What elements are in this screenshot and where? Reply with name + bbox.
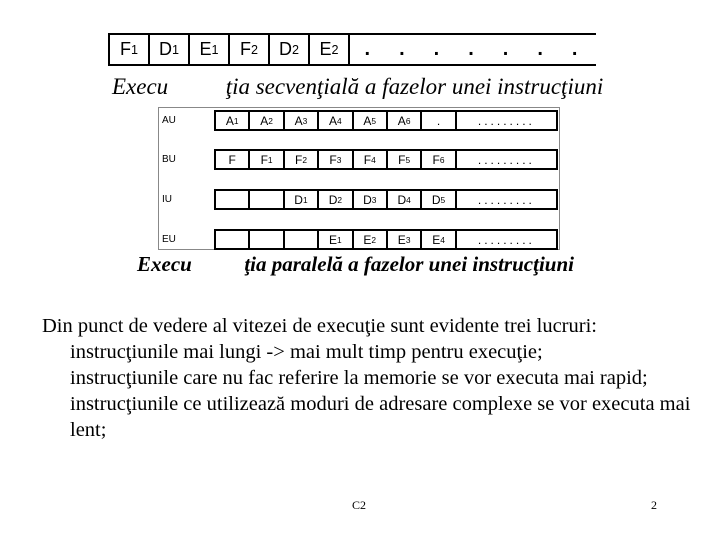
phase-letter: F [294,152,303,167]
unit-phase-cell: A 2 [250,112,284,129]
unit-label-eu: EU [162,234,176,245]
continuation-dot: . [364,38,371,60]
body-point: instrucţiunile mai lungi -> mai mult timp pentru execuţie; [70,341,543,363]
sequential-phase-cell: D 1 [150,35,190,64]
unit-phase-cell: D 1 [285,191,319,208]
continuation-dot: . [433,38,440,60]
phase-letter: E [363,232,372,247]
body-point: instrucţiunile ce utilizează moduri de adresare complexe se vor executa mai lent; [70,393,691,441]
page-number: 2 [651,498,657,512]
unit-continuation: ......... [457,231,558,248]
unit-phase-cell: E 1 [319,231,353,248]
unit-label-iu: IU [162,194,172,205]
unit-row-bu [214,149,558,170]
unit-phase-cell [216,231,250,248]
unit-phase-cell: F 2 [285,151,319,168]
phase-letter: F [119,39,131,59]
unit-phase-cell: E 4 [422,231,456,248]
sequential-phase-cell: D 2 [270,35,310,64]
unit-phase-cell: D 5 [422,191,456,208]
unit-label-bu: BU [162,154,176,165]
unit-phase-cell [216,151,250,168]
phase-letter: E [329,232,338,247]
unit-phase-cell: F 1 [250,151,284,168]
phase-letter: . [436,113,441,128]
unit-phase-cell: F 3 [319,151,353,168]
phase-letter: A [260,113,269,128]
unit-phase-cell: A 3 [285,112,319,129]
phase-letter: A [363,113,372,128]
phase-letter: F [432,152,440,167]
continuation-dot: . [502,38,509,60]
footer-chapter: C2 [352,498,367,512]
unit-row-iu [214,189,558,210]
continuation-dot: . [399,38,405,60]
unit-phase-cell: D 2 [319,191,353,208]
unit-phase-cell [250,231,284,248]
phase-letter: D [278,39,292,59]
unit-phase-cell: E 2 [354,231,388,248]
phase-letter: A [329,113,338,128]
sequential-phase-cell: F 2 [230,35,270,64]
parallel-caption: Execu ţia paralelă a fazelor unei instrucţiuni [137,252,574,276]
continuation-dot: . [468,38,474,60]
phase-letter: D [431,192,441,207]
phase-letter: D [363,192,372,207]
phase-letter: F [239,39,251,59]
unit-phase-cell: F 6 [422,151,456,168]
unit-phase-cell [216,191,250,208]
phase-letter: A [294,113,303,128]
sequential-phase-cell: F 1 [110,35,150,64]
phase-letter: A [397,113,406,128]
unit-phase-cell [250,191,284,208]
phase-letter: E [397,232,406,247]
unit-continuation: ......... [457,191,558,208]
phase-letter: F [398,152,406,167]
unit-phase-cell [422,112,456,129]
unit-phase-cell: A 5 [354,112,388,129]
unit-phase-cell: F 5 [388,151,422,168]
phase-letter: E [319,39,332,59]
sequential-caption: Execu ţia secvenţială a fazelor unei instrucţiuni [112,74,604,99]
unit-label-au: AU [162,115,176,126]
phase-letter: F [363,152,372,167]
body-intro: Din punct de vedere al vitezei de execuţie sunt evidente trei lucruri: [42,315,597,337]
phase-letter: D [294,192,303,207]
continuation-dot: . [571,38,578,60]
phase-letter: E [432,232,441,247]
phase-letter: F [228,152,236,167]
unit-row-au [214,110,558,131]
unit-phase-cell [285,231,319,248]
phase-letter: D [328,192,338,207]
body-text [42,313,712,443]
body-points [42,339,712,443]
unit-continuation: ......... [457,112,558,129]
phase-letter: F [329,152,337,167]
body-point: instrucţiunile care nu fac referire la memorie se vor executa mai rapid; [70,367,648,389]
sequential-phase-cell: E 2 [310,35,350,64]
unit-phase-cell: A 1 [216,112,250,129]
sequential-phase-strip [108,33,596,66]
phase-letter: D [397,192,407,207]
unit-continuation: ......... [457,151,558,168]
phase-letter: A [225,113,234,128]
continuation-dot: . [537,38,543,60]
sequential-phase-cell: E 1 [190,35,230,64]
unit-phase-cell: A 6 [388,112,422,129]
phase-letter: F [260,152,268,167]
unit-phase-cell: A 4 [319,112,353,129]
unit-phase-cell: D 3 [354,191,388,208]
phase-letter: E [199,39,212,59]
unit-phase-cell: E 3 [388,231,422,248]
unit-phase-cell: F 4 [354,151,388,168]
unit-row-eu [214,229,558,250]
phase-letter: D [158,39,172,59]
sequential-continuation [350,35,596,64]
unit-phase-cell: D 4 [388,191,422,208]
